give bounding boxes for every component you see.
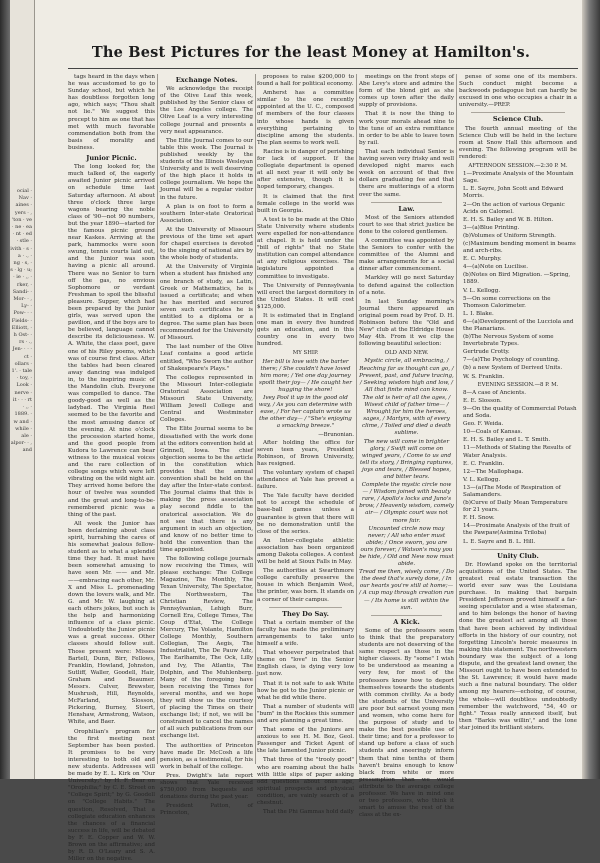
article-paragraph: The following college journals now receiving the Times, will please exchange: The College Magazine, The Monthly, The Texan University, The Spectator, The Northwestern, The Christian Review, The Pennsylvanian, Lehigh Burr, Cornell Era, College Times, The Coup d'Etat, The College Mercury, The Volante, Hamilton College Monthly, Southern Collegian, The Aegis, The Industrialist, The De Pauw Adz, The Earlhamite, The Ock, Lilly and Ivy, The Atlantis, The Dolphin, and The Muhlenberg. Many of the foregoing have been receiving the Times for several months, and we hope they will show us the courtesy of placing the Times on their exchange list; if not, we will be constrained to cancel the names of all such publications from our exchange list. — [160, 556, 253, 740]
article-paragraph: We acknowledge the receipt of the Olive Leaf this week, published by the Senior class of the Los Angeles college. The Olive Leaf is a very interesting college journal and presents a very neat appearance. — [160, 86, 253, 135]
article-paragraph: The University of Pennsylvania will erect the largest dormitory in the United States. It will cost $125,000. — [257, 282, 354, 310]
section-heading-science-club: Science Club. — [492, 115, 544, 124]
article-paragraph: tags heard in the days when he was accustomed to go to Sunday school, but which he has doubtless forgotten long ago, which says; "Thou shalt not lie." We suggest this precept to him as one that has met with much favorable commendation both from the basis of morality and business. — [68, 74, 155, 151]
article-paragraph: That the Phi Gammas hold daily — [263, 809, 354, 816]
program-item: 7—(a)The Psychology of counting. — [463, 357, 560, 364]
article-paragraph: In last Sunday morning's Journal there appeared an original poem read by Prof. D. H. Robinson before the "Old and New" club at the Eldridge House May 4th. From it we clip the following beautiful selection: — [359, 298, 454, 348]
column-1 — [68, 74, 155, 863]
article-paragraph: At the University of Missouri previous of the time set apart for chapel exercises is devoted to the singing of national airs by the whole body of students. — [160, 226, 253, 262]
program-item: E. C. Franklin. — [463, 460, 505, 467]
verse-stanza: Uncounted circle now may never; / All who enter must abide; / Once sworn, you are ours forever, / Watson's may you be hide, / Old and New now must abide. — [359, 525, 454, 568]
program-item: W. S. Franklin. — [463, 373, 505, 380]
program-item: 12—The Mallophaga. — [463, 468, 524, 475]
article-paragraph: Dr. Howland spoke on the territorial acquisitions of the United States. The greatest real estate transaction the world ever saw was the Louisiana purchase. In making that bargain President Jefferson proved himself a far-seeing speculator and a wise statesman, and to him belongs the honor of having done the greatest act among all those that have been achieved by individual efforts in the history of our country, not forgetting Lincoln's heroic measures in making this statement. The northwestern boundary was the subject of a long dispute, and the greatest land owner, the Missouri ought to have been extended to the St. Lawrence; it would have made such a fine natural boundary. The older among my hearers—echoing, of course, the whole—will doubtless undoubtedly remember the watchword, "54, 40 or fight." Texas really annexed itself, but then "Barkis was willin'," and the lone star joined its brilliant sisters. — [459, 561, 577, 731]
program-item: (b)Volumes of Uniform Strength. — [463, 232, 556, 239]
article-paragraph: The last number of the Olive Leaf contains a good article entitled, "Who Sworn the author of Shakespeare's Plays." — [160, 344, 253, 372]
program-item: 14—Proximate Analysis of the fruit of the Pawpaw(Asimina Triloba) — [463, 523, 570, 537]
facing-page-sliver — [10, 0, 35, 779]
article-paragraph: The fourth annual meeting of the Science Club will be held in the lecture room at Snow Hall this afternoon and evening. The following program will be rendered: — [459, 125, 577, 160]
program-item: Gertrude Crotty. — [463, 349, 510, 356]
section-divider — [371, 202, 442, 203]
program-item: (b)The Nervous System of some Invertebrate Types. — [463, 334, 554, 348]
article-paragraph: The Yale faculty have decided not to accept the schedule of base-ball games unless a guarantee is given that there will be no demonstration until the close of the series. — [257, 493, 354, 535]
facing-page-text: ocial · Nav · aines · yers · , 'ton · ve · ne · ea · nt · ed · stle · ivith · s · a · ., · ng · s, · s · lg · u; · ie · ,, · rker, · Sandi- · Mor- · , Ly- · Pow- · · Fields- · Elliott, · h Ost- · rs · ., Jen- · · · ct · ollars · 1'. · tale · toy, · Look · nerve · it · · · rt · ,, · 1889. · w and · while · ale · alpor- · , and — [10, 188, 32, 454]
verse-title: MY SHIP. — [292, 350, 319, 357]
article-paragraph: Racine is in danger of perishing for lack of support. If the collegiate department is opened at all next year it will only be after extensive, though it is hoped temporary, changes. — [257, 148, 354, 191]
program-item: (c)Maximum bending moment in beams and arch-ribs. — [463, 240, 576, 255]
program-item: (b)Curve of Daily Mean Temperature for 21 years. — [463, 500, 568, 514]
article-paragraph: pense of some one of its members. Such conduct might become a backwoods pedagogue but can hardly be excused in one who occupies a chair in a university.—PREP. — [459, 74, 577, 109]
article-paragraph: At the University of Virginia when a student has finished any one branch of study, as Latin, Greek or Mathematics, he is issued a certificate; and when he has merited and secured seven such certificates he is entitled to a diploma or a degree. The same plan has been recommended for the University of Missouri. — [160, 264, 253, 342]
article-paragraph: Most of the Seniors attended court to see that strict justice be done to the colored gentlemen. — [359, 214, 454, 235]
article-paragraph: That some of the Juniors are anxious to see H. M. Boz, Geol. Passenger and Ticket Agent of the late lamented Junior picnic. — [257, 727, 354, 755]
article-paragraph: That a number of students will "bum" in the Rockies this summer and are planning a great time. — [257, 703, 354, 724]
section-heading-unity-club: Unity Club. — [497, 551, 539, 560]
article-paragraph: Some of the professors seem to think that the preparatory students are not deserving of the same respect as those in the higher classes. By "some" I wish to be understood as meaning a very few, for most of the professors know how to deport themselves towards the students with common civility. As a body the students of the University are poor but earnest young men and women, who come here for the purpose of study and to make the best possible use of their time; and for a professor to stand up before a class of such students and sneeringly inform them that nine tenths of them haven't brains enough to know black from white or more presumption than we would attribute to the average college professor. We have in mind one or two professors, who think it smart to amuse the rest of the class at the ex- — [359, 627, 454, 819]
program-item: 10—Coals of Kansas. — [463, 429, 523, 436]
article-paragraph: After holding the office for seven teen years, President Robinson, of Brown University, has resigned. — [257, 439, 354, 467]
program-item: L. E. Sayre and B. L. Hill. — [463, 538, 536, 545]
newspaper-page — [10, 0, 582, 863]
program-item: 8—A case of Ancients. — [463, 389, 526, 396]
article-paragraph: Markley will go next Saturday to defend against the collection of a note. — [359, 275, 454, 296]
program-item: V. L. Kellogg. — [463, 476, 501, 483]
session-heading-afternoon: AFTERNOON SESSION.—2:30 P. M. — [468, 163, 568, 170]
verse-stanza: Complete the mystic circle now— / Wisdom joined with beauty rare, / Apollo's locks and Juno's brow, / Heavenly wisdom, comely air— / Olympic court was not more fair. — [359, 482, 454, 524]
article-paragraph: The long looked for, the much talked of, the eagerly awaited Junior picnic arrived on schedule time last Saturday afternoon. At about three o'clock three large wagons bearing the noble class of '90—not 90 numbers, but the year 1890—started for the famous picnic ground near Kaskes. Arriving at the park, hammocks were soon swung, tennis courts laid out, and the Junior was soon having a picnic all around. There was no Senior to turn off the gas, no envious Sophomore or verdant Freshman to spoil the blissful pleasure. Supper, which had been prepared by the Junior girls, was served upon the pavilion, and if the boys are to be believed, language cannot describe its deliciousness. W. A. White, the class poet, gave one of his Riley poems, which was of course first class. After the tables had been cleared away dancing was indulged in, to the inspiring music of the Mandolin club. Everyone was compelled to dance. The goody-good as well as the ladybad. The Virginia Reel seemed to be the favorite and the most amusing dance of the evening. At nine o'clock the procession started home, and the good people from Kudora to Lawrence can bear witness to the musical voices and the rare collection of college songs which were left vibrating on the wild night air. They arrived home before the hour of twelve was sounded and the great and long-to-be-remembered picnic was a thing of the past. — [68, 164, 155, 518]
program-item: 11—Methods of Stating the Results of Water Analysis. — [463, 445, 571, 459]
verse-stanza: The new will come in brighter glory, / Swift will come on winged years, / Come to us and tell its story, / Bringing raptures, joys and tears, / Blessed hopes, and bitter tears. — [360, 438, 453, 480]
column-rule — [456, 74, 457, 764]
program-item: Geo. F. Weida. — [463, 421, 504, 428]
article-paragraph: A committee was appointed by the Seniors to confer with the committee of the Alumni and make arrangements for a social dinner after commencement. — [359, 237, 454, 273]
program-list-afternoon — [459, 171, 577, 381]
article-paragraph: That a certain member of the faculty has made the preliminary arrangements to take unto himself a wife. — [257, 619, 354, 648]
article-paragraph: A test is to be made at the Ohio State University where students were expelled for non-attendance at chapel. It is held under the "bill of rights" that no State institution can compel attendance at any religious exercises. The legislature appointed a committee to investigate. — [257, 216, 354, 280]
section-heading-junior-picnic: Junior Picnic. — [86, 154, 137, 163]
program-item: 5—On some corrections on the Thomson Calorimeter. — [463, 295, 551, 309]
article-paragraph: A plan is on foot to form a southern Inter-state Oratorical Association. — [160, 203, 253, 224]
article-paragraph: The colleges represented in the Missouri Inter-collegiate Oratorical Association are Missouri State University, William Jewell College and Central and Westminster Colleges. — [160, 374, 253, 424]
program-item: V. L. Kellogg. — [463, 287, 501, 294]
poem-title: OLD AND NEW. — [384, 350, 429, 357]
article-paragraph: proposes to raise $200,000 to found a hall for political economy. — [257, 74, 354, 88]
article-paragraph: The Elite Journal comes to our table this week. The Journal is published weekly by the students of the Illinois Wesleyan University and is well deserving of the high place it holds in college journalism. We hope the Journal will be a regular visitor in the future. — [160, 137, 253, 201]
article-paragraph: An Inter-collegiate athletic association has been organized among Dakota colleges. A contest will be held at Sioux Falls in May. — [257, 537, 354, 566]
column-rule — [356, 74, 357, 764]
article-paragraph: That it is now the thing to work your morals ahead nine to the tune of an extra remittance in order to be able to leave town by rail. — [359, 111, 454, 146]
page-headline: The Best Pictures for the least Money at Hamilton's. — [91, 44, 531, 61]
section-divider — [471, 549, 565, 550]
program-item: 13—(a)The Mode of Respiration of Salamanders. — [463, 484, 561, 498]
headline-rule — [68, 68, 578, 69]
program-item: 9—On the quality of Commercial Potash and Soda. — [463, 405, 577, 420]
article-paragraph: That it is not safe to ask White how he got to the Junior picnic or what he did while there. — [257, 680, 354, 701]
column-4 — [359, 74, 454, 819]
article-paragraph: meetings on the front steps of Abe Levy's store and admire the form of the blond girl as she comes up town after the daily supply of provisions. — [359, 74, 454, 109]
article-paragraph: The authorities at Swarthmore college carefully preserve the house in which Benjamin West, the printer, was born. It stands on a corner of their campus. — [257, 568, 354, 603]
section-heading-they-do-say: They Do Say. — [282, 609, 329, 618]
program-item: L. I. Blake. — [463, 310, 494, 317]
article-paragraph: Amherst has a committee similar to the one recently appointed at the U. C., composed of members of the four classes into whose hands is given everything pertaining to discipline among the students. The plan seems to work well. — [257, 90, 354, 146]
program-item: 1—Proximate Analysis of the Mountain Sage. — [463, 171, 574, 185]
verse-stanza: The old is heir of all the ages, / Wisest child of father time— / Wrought for him the heroes, sages, / Martyrs, with of every clime, / Toiled and died a death sublime. — [362, 394, 451, 437]
section-divider — [269, 607, 342, 608]
program-item: L. E. Sayre, John Scott and Edward Morris. — [463, 186, 564, 200]
program-item: 3—(a)Blue Printing. — [463, 224, 520, 231]
column-5 — [459, 74, 577, 774]
verse-stanza: Ivey Pool it up in the good old way, / As you can determine with ease, / For her captain wrote us the other day— / "She's enjoying a smacking breeze." — [258, 395, 353, 430]
article-paragraph: The authorities of Princeton have made Dr. McCosh a life pension, as a testimonial, for his work in behalf of the college. — [160, 742, 253, 770]
program-item: E. C. Murphy. — [463, 256, 502, 263]
program-item: (b) a new System of Derived Units. — [463, 365, 563, 372]
program-item: E. E. Slosson. — [463, 397, 502, 404]
column-rule — [157, 74, 158, 764]
article-paragraph: It is claimed that the first female college in the world was built in Georgia. — [257, 193, 354, 214]
program-item: E. H. S. Bailey and W. B. Hilton. — [463, 216, 554, 223]
section-divider — [471, 112, 565, 113]
verse-stanza: Tread me then, wisely come, / Do the deed that's surely done, / In our hearts you're still at home;— / A cup may through creation run— / Its home is still within the sun. — [359, 569, 454, 611]
article-paragraph: The Elite Journal seems to be dissatisfied with the work done at the editors convention held at Grinnell, Iowa. The chief objection seems to be the article in the constitution which provides that the annual convention shall be held on the day after the Inter-state contest. The Journal claims that this is making the press association play second fiddle to the oratorical association. We do not see that there is any argument in such an objection, and know of no better time to hold the convention than the time appointed. — [160, 426, 253, 553]
article-paragraph: President Patton, of Princeton, — [160, 803, 253, 817]
verse-credit: —Brunonian. — [318, 431, 354, 438]
session-heading-evening: EVENING SESSION.—8 P. M. — [477, 381, 559, 388]
article-paragraph: Pres. Dwight's late report shows that Yale received $750,000 from bequests and donations during the past year. — [160, 772, 253, 801]
column-2 — [160, 74, 253, 817]
program-item: F. H. Snow. — [463, 515, 495, 522]
section-heading-law: Law. — [398, 204, 415, 213]
column-3 — [257, 74, 354, 816]
section-divider — [371, 615, 442, 616]
article-paragraph: That three of the "trooly good" who are roaming about the halls with little slips of paper asking odd questions about ones age, spiritual prospects and physical condition, are vainly search of a chestnut. — [257, 757, 354, 806]
program-item: 2—On the action of various Organic Acids on Calomel. — [463, 201, 565, 215]
program-list-evening — [459, 390, 577, 546]
program-item: (b)Notes on Bird Migration. —Spring, 1889. — [463, 272, 571, 286]
program-item: E. H. S. Bailey and L. T. Smith. — [463, 437, 551, 444]
article-paragraph: The voluntary system of chapel attendance at Yale has proved a failure. — [257, 469, 354, 491]
article-paragraph: It is estimated that in England one man in every five hundred gets an education, and in this country one in every two hundred. — [257, 313, 354, 348]
program-item: 6—(a)Development of the Lucciola and the Planarians. — [463, 318, 574, 332]
section-heading-a-kick: A Kick. — [393, 617, 420, 626]
page-edge-shadow — [582, 0, 600, 779]
article-paragraph: Orophilian's program for the first meeting next September has been posted. It promises to be very interesting to both old and new students. Addresses will be made by E. L. Kirk on "Our University;" by H. F. Bear on "Orophilia;" by C. E. Street on "College Spirit;" by G. Goodell on "College Habits." The question, Resolved, That a collegiate education enhances the chances of a financial success in life, will be debated by F. E. Copper and W. W. Brown on the affirmative; and by R. D. O'Leary and S. A. Miller on the negative. — [68, 728, 155, 863]
section-heading-exchange-notes: Exchange Notes. — [175, 76, 238, 84]
verse-stanza: Mystic circle, all embracing, / Reaching far as thought can go, / Present, past, and future tracing, / Seeking wisdom high and low, / All that finite mind can know. — [359, 358, 454, 393]
article-paragraph: All week the Junior has been declaiming about class spirit, hurrahing the cares of his somewhat jealous fellow-student as to what a splendid time they had. It must have been somewhat amusing to have seen Mr. —— and Mr. ——embracing each other, Mr. X and Miss L. promenading down the lovers walk, and Mr. G. and Mr. W. laughing at each others jokes, but such is the help and harmonizing influence of a class picnic. Undoubtedly the Junior picnic was a great success. Other classes should follow suit. Those present were: Misses Bartell, Dunn, Birr, Fellows, Franklin, Howland, Johnston, Sutliff, Waller, Goodell, Hair, Graham and Beaumer. Messrs. Culver, Brewster, Mushrush, Hill, Reynolds, McFarland, Slosson, Pickering, Burney, Stoert, Henshaw, Armstrong, Watson, White, and Baer. — [68, 520, 155, 726]
book-spine-shadow — [0, 0, 10, 779]
program-item: 4—(a)Note on Lucilise. — [463, 264, 528, 271]
column-rule — [255, 74, 256, 764]
article-paragraph: That whoever perpetrated that theme on "love" in the Senior English class, is dying very low just now. — [257, 650, 354, 678]
verse-stanza: Her bill is love with the barter there; / She couldn't have loved him more; / Yet one day journey spoilt their joy— / He caught her hugging the shore! — [259, 358, 352, 393]
article-paragraph: That each individual Senior is having seven very frisky and well developed night mares each week on account of that five dollars graduating fee and that there are mutterings of a storm over the same. — [359, 148, 454, 198]
